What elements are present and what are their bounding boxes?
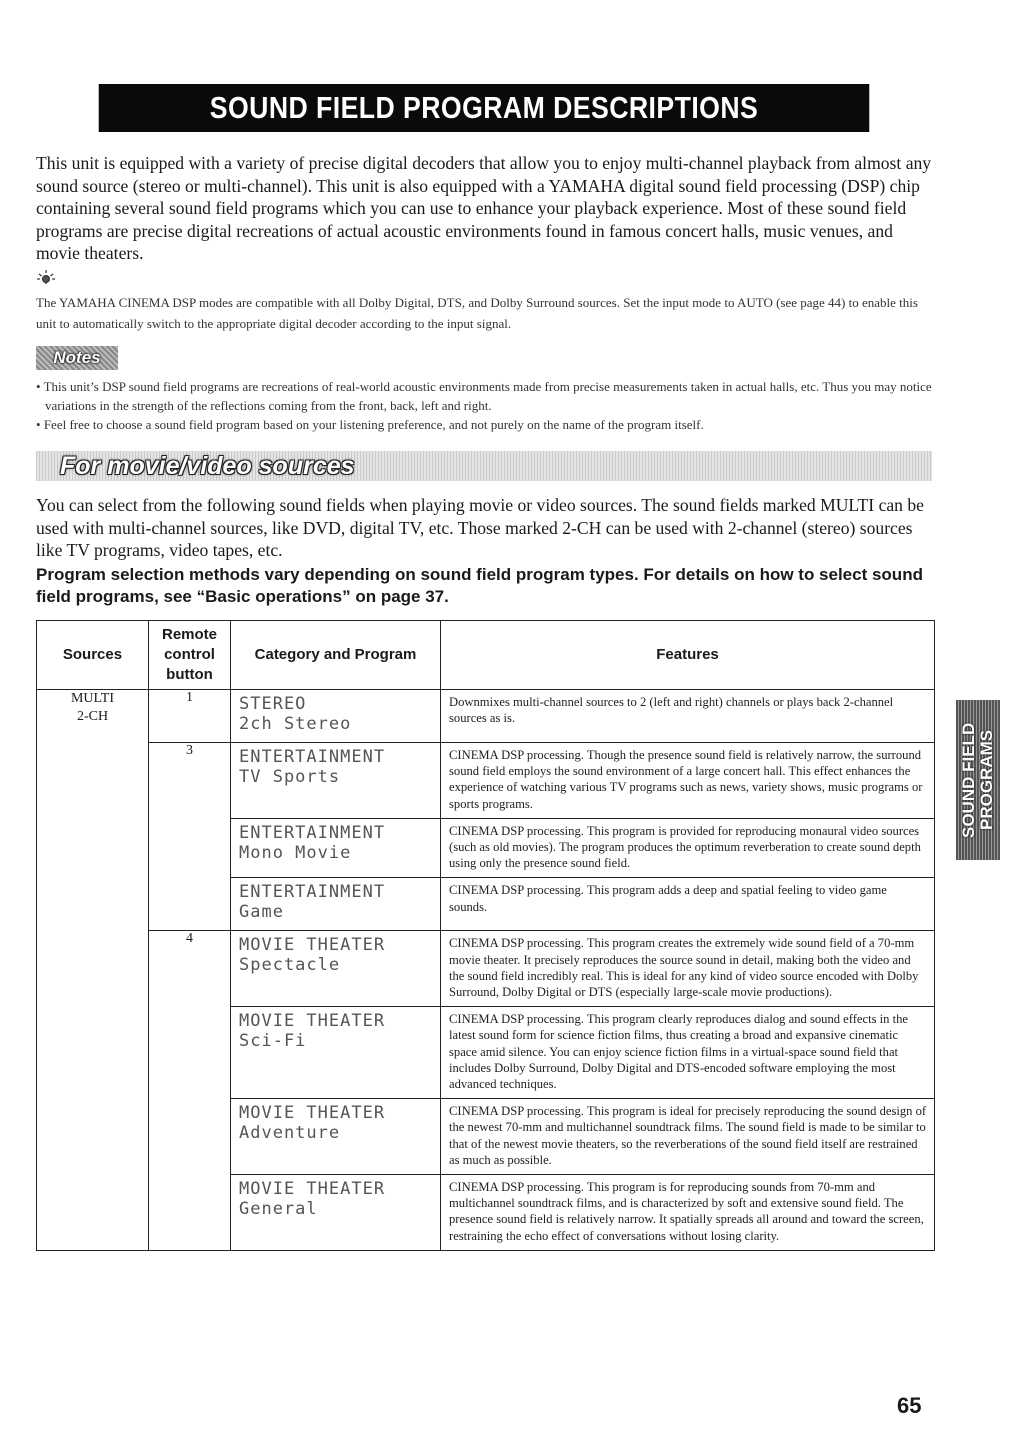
table-row — [37, 743, 935, 819]
program-name: Sci-Fi — [239, 1031, 307, 1052]
lightbulb-icon — [36, 268, 56, 291]
section-heading: For movie/video sources — [60, 451, 355, 480]
program-name: Game — [239, 902, 284, 923]
header-features: Features — [441, 621, 935, 690]
page-title: SOUND FIELD PROGRAM DESCRIPTIONS — [99, 84, 870, 132]
section-body: You can select from the following sound fields when playing movie or video sources. The sound fields marked MULTI can be used with multi-channel sources, like DVD, digital TV, etc. Those marked 2-CH can be used with 2-channel (stereo) sources like TV programs, video tapes, etc. — [36, 495, 924, 561]
sound-field-table — [36, 620, 935, 1251]
notes-label: Notes — [53, 348, 101, 367]
category-name: MOVIE THEATER — [239, 1179, 386, 1200]
program-cell — [231, 690, 441, 743]
features-cell: CINEMA DSP processing. This program is provided for reproducing monaural video sources (such as old movies). The program produces the optimum reverberation to create sound depth using only the presence sound field. — [441, 818, 935, 878]
program-name: 2ch Stereo — [239, 714, 352, 734]
notes-badge — [36, 346, 118, 370]
side-tab-label: SOUND FIELD PROGRAMS — [959, 722, 996, 838]
header-remote: Remote control button — [149, 621, 231, 690]
category-name: ENTERTAINMENT — [239, 882, 386, 903]
program-cell — [231, 1175, 441, 1251]
table-row — [37, 690, 935, 743]
features-cell: CINEMA DSP processing. This program clearly reproduces dialog and sound effects in the latest sound form for science fiction films, thus creating a broad and expansive cinematic space amid silence. You can enjoy science fiction films in a virtual-space sound field that includes Dolby Surround, Dolby Digital and DTS-encoded software employing the most advanced techniques. — [441, 1007, 935, 1099]
program-name: Mono Movie — [239, 842, 352, 863]
program-name: Adventure — [239, 1123, 341, 1144]
features-cell: CINEMA DSP processing. This program is for reproducing sounds from 70-mm and multichannel soundtrack films, and is characterized by soft and extensive sound field. The presence sound field is relatively narrow. It spatially spreads all around and toward the screen, restraining the echo effect of conversations without losing clarity. — [441, 1175, 935, 1251]
program-cell — [231, 1099, 441, 1175]
notes-list — [36, 378, 936, 434]
features-cell: Downmixes multi-channel sources to 2 (left and right) channels or plays back 2-channel sources as is. — [441, 690, 935, 743]
sources-cell: MULTI 2-CH — [37, 690, 149, 1251]
category-name: ENTERTAINMENT — [239, 747, 386, 767]
program-cell — [231, 931, 441, 1007]
category-name: ENTERTAINMENT — [239, 822, 386, 843]
program-name: TV Sports — [239, 767, 341, 787]
program-cell — [231, 818, 441, 878]
remote-button-cell: 4 — [149, 931, 231, 1250]
category-name: MOVIE THEATER — [239, 1103, 386, 1124]
header-category: Category and Program — [231, 621, 441, 690]
program-name: Spectacle — [239, 955, 341, 976]
category-name: MOVIE THEATER — [239, 1011, 386, 1032]
section-heading-band — [36, 451, 932, 481]
features-cell: CINEMA DSP processing. This program adds a deep and spatial feeling to video game sounds. — [441, 878, 935, 931]
table-header-row — [37, 621, 935, 690]
features-cell: CINEMA DSP processing. This program is ideal for precisely reproducing the sound design of the newest 70-mm and multichannel soundtrack films. The sound field is made to be similar to that of the newest movie theaters, so the reverberations of the sound field itself are restrained as much as possible. — [441, 1099, 935, 1175]
note-item: • This unit’s DSP sound field programs are recreations of real-world acoustic environments made from precise measurements taken in actual halls, etc. Thus you may notice variations in the strength of the reflections coming from the front, back, left and right. — [36, 378, 936, 416]
intro-paragraph: This unit is equipped with a variety of precise digital decoders that allow you to enjoy multi-channel playback from almost any sound source (stereo or multi-channel). This unit is also equipped with a YAMAHA digital sound field processing (DSP) chip containing several sound field programs which you can use to enhance your playback experience. Most of these sound field programs are precise digital recreations of actual acoustic environments found in famous concert halls, music venues, and movie theaters. — [36, 153, 932, 264]
chapter-side-tab — [956, 700, 1000, 860]
category-name: STEREO — [239, 694, 307, 714]
features-cell: CINEMA DSP processing. Though the presence sound field is relatively narrow, the surround sound field employs the sound environment of a large concert hall. This effect enhances the experience of watching various TV programs such as news, variety shows, music programs or sports programs. — [441, 743, 935, 819]
features-cell: CINEMA DSP processing. This program creates the extremely wide sound field of a 70-mm movie theater. It precisely reproduces the source sound in detail, making both the video and the sound field incredibly real. This is ideal for any kind of video source encoded with Dolby Surround, Dolby Digital or DTS (especially large-scale movie productions). — [441, 931, 935, 1007]
selection-note: Program selection methods vary depending on sound field program types. For details on how to select sound field programs, see “Basic operations” on page 37. — [36, 565, 923, 606]
remote-button-cell: 3 — [149, 743, 231, 931]
table-row — [37, 931, 935, 1007]
program-name: General — [239, 1199, 318, 1220]
note-item: • Feel free to choose a sound field program based on your listening preference, and not purely on the name of the program itself. — [36, 416, 936, 435]
tip-text: The YAMAHA CINEMA DSP modes are compatible with all Dolby Digital, DTS, and Dolby Surround sources. Set the input mode to AUTO (see page 44) to enable this unit to automatically switch to the appropriate digital decoder according to the input signal. — [36, 295, 918, 331]
category-name: MOVIE THEATER — [239, 935, 386, 956]
program-cell — [231, 1007, 441, 1099]
page-number: 65 — [897, 1393, 922, 1418]
header-sources: Sources — [37, 621, 149, 690]
program-cell — [231, 743, 441, 819]
program-cell — [231, 878, 441, 931]
remote-button-cell: 1 — [149, 690, 231, 743]
